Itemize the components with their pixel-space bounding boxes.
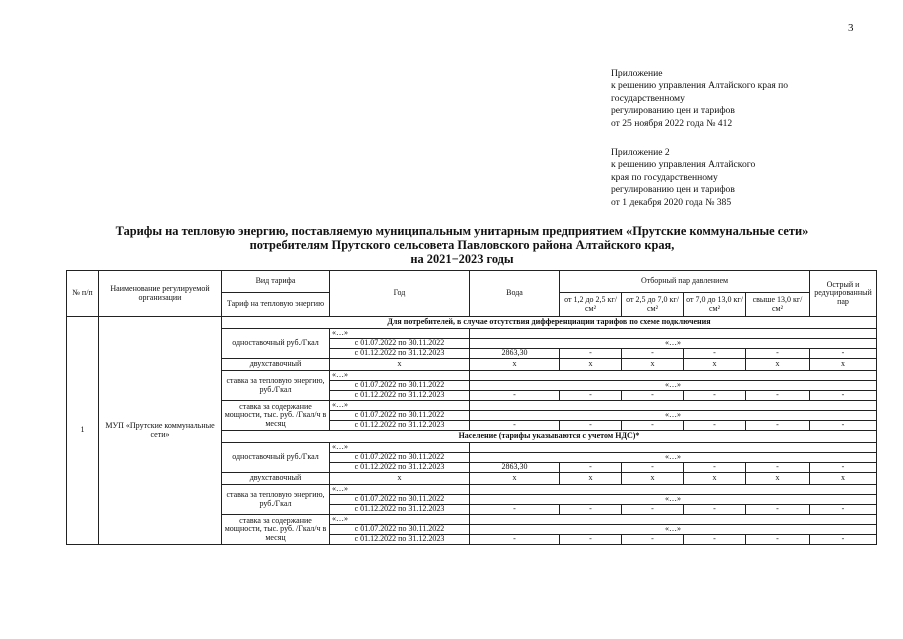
period-cell: с 01.12.2022 по 31.12.2023 [330,349,470,359]
header-water: Вода [470,271,560,317]
header-p1: от 1,2 до 2,5 кг/см² [560,293,622,317]
ellipsis-cell: «…» [330,515,470,525]
dash-cell: - [470,535,560,545]
header-steam: Отборный пар давлением [560,271,810,293]
water-value: 2863,30 [470,349,560,359]
x-cell: х [810,473,877,485]
dash-cell: - [470,391,560,401]
empty-cell [470,401,877,411]
one-rate-label: одноставочный руб./Гкал [222,329,330,359]
ellipsis-cell: «…» [470,525,877,535]
dash-cell: - [684,391,746,401]
dash-cell: - [622,421,684,431]
x-cell: х [810,359,877,371]
heat-rate-label: ставка за тепловую энергию, руб./Гкал [222,371,330,401]
ellipsis-cell: «…» [330,371,470,381]
dash-cell: - [810,463,877,473]
dash-cell: - [622,391,684,401]
period-cell: с 01.07.2022 по 30.11.2022 [330,495,470,505]
appendix-line: регулированию цен и тарифов [611,184,735,196]
period-cell: с 01.12.2022 по 31.12.2023 [330,505,470,515]
header-num: № п/п [67,271,99,317]
ellipsis-cell: «…» [330,329,470,339]
header-tariff-type: Вид тарифа [222,271,330,293]
dash-cell: - [810,391,877,401]
empty-cell [470,371,877,381]
two-rate-label: двухставочный [222,359,330,371]
x-cell: х [470,359,560,371]
appendix-line: от 25 ноября 2022 года № 412 [611,117,733,129]
ellipsis-cell: «…» [470,381,877,391]
heat-rate-label: ставка за тепловую энергию, руб./Гкал [222,485,330,515]
empty-cell [470,485,877,495]
dash-cell: - [810,535,877,545]
appendix-line: к решению управления Алтайского края по [611,80,789,92]
section-title: Для потребителей, в случае отсутствия дифференциации тарифов по схеме подключения [222,317,877,329]
x-cell: х [330,473,470,485]
appendix-line: Приложение [611,68,663,79]
organization-name: МУП «Прутские коммунальные сети» [99,317,222,545]
appendix-line: государственному [611,92,685,104]
title-line: потребителям Прутского сельсовета Павловского района Алтайского края, [249,238,675,253]
header-year: Год [330,271,470,317]
ellipsis-cell: «…» [470,339,877,349]
title-line: на 2021−2023 годы [410,252,514,267]
period-cell: с 01.07.2022 по 30.11.2022 [330,411,470,421]
capacity-rate-label: ставка за содержание мощности, тыс. руб. /Гкал/ч в месяц [222,401,330,431]
header-p4: свыше 13,0 кг/см² [746,293,810,317]
dash-cell: - [560,505,622,515]
header-p2: от 2,5 до 7,0 кг/см² [622,293,684,317]
ellipsis-cell: «…» [330,401,470,411]
title-line: Тарифы на тепловую энергию, поставляемую муниципальным унитарным предприятием «Прутские коммунальные сети» [115,224,809,238]
x-cell: х [560,359,622,371]
tariff-table [66,270,877,545]
header-tariff-heat: Тариф на тепловую энергию [222,293,330,317]
empty-cell [470,515,877,525]
dash-cell: - [470,421,560,431]
dash-cell: - [622,349,684,359]
appendix-line: Приложение 2 [611,147,670,158]
x-cell: х [746,473,810,485]
tariff-table-body [67,271,877,545]
x-cell: х [330,359,470,371]
dash-cell: - [622,505,684,515]
dash-cell: - [746,535,810,545]
dash-cell: - [560,391,622,401]
period-cell: с 01.07.2022 по 30.11.2022 [330,453,470,463]
ellipsis-cell: «…» [470,453,877,463]
period-cell: с 01.07.2022 по 30.11.2022 [330,381,470,391]
dash-cell: - [470,505,560,515]
period-cell: с 01.12.2022 по 31.12.2023 [330,391,470,401]
header-reduced: Острый и редуцированный пар [810,271,877,317]
x-cell: х [746,359,810,371]
dash-cell: - [622,463,684,473]
dash-cell: - [810,349,877,359]
dash-cell: - [560,463,622,473]
appendix-2-note [611,147,755,209]
row-number: 1 [67,317,99,545]
dash-cell: - [684,505,746,515]
appendix-note [611,68,788,130]
page-number: 3 [848,22,854,34]
dash-cell: - [560,535,622,545]
dash-cell: - [746,349,810,359]
x-cell: х [470,473,560,485]
dash-cell: - [746,505,810,515]
x-cell: х [622,359,684,371]
dash-cell: - [622,535,684,545]
period-cell: с 01.12.2022 по 31.12.2023 [330,535,470,545]
dash-cell: - [560,421,622,431]
header-org-name: Наименование регулируемой организации [99,271,222,317]
ellipsis-cell: «…» [330,485,470,495]
ellipsis-cell: «…» [470,495,877,505]
dash-cell: - [684,535,746,545]
capacity-rate-label: ставка за содержание мощности, тыс. руб. /Гкал/ч в месяц [222,515,330,545]
two-rate-label: двухставочный [222,473,330,485]
dash-cell: - [684,421,746,431]
dash-cell: - [684,463,746,473]
period-cell: с 01.07.2022 по 30.11.2022 [330,339,470,349]
dash-cell: - [746,463,810,473]
dash-cell: - [560,349,622,359]
dash-cell: - [810,421,877,431]
water-value: 2863,30 [470,463,560,473]
table-row [67,317,877,329]
period-cell: с 01.12.2022 по 31.12.2023 [330,463,470,473]
one-rate-label: одноставочный руб./Гкал [222,443,330,473]
dash-cell: - [746,391,810,401]
period-cell: с 01.07.2022 по 30.11.2022 [330,525,470,535]
ellipsis-cell: «…» [470,411,877,421]
dash-cell: - [746,421,810,431]
table-row [67,271,877,293]
x-cell: х [622,473,684,485]
section-title: Население (тарифы указываются с учетом НДС)* [222,431,877,443]
header-p3: от 7,0 до 13,0 кг/см² [684,293,746,317]
ellipsis-cell: «…» [330,443,470,453]
x-cell: х [684,359,746,371]
empty-cell [470,443,877,453]
dash-cell: - [810,505,877,515]
period-cell: с 01.12.2022 по 31.12.2023 [330,421,470,431]
x-cell: х [560,473,622,485]
empty-cell [470,329,877,339]
appendix-line: от 1 декабря 2020 года № 385 [611,196,732,208]
appendix-line: регулированию цен и тарифов [611,105,735,117]
appendix-line: к решению управления Алтайского [611,159,756,171]
document-title [60,224,864,267]
appendix-line: края по государственному [611,171,718,183]
dash-cell: - [684,349,746,359]
x-cell: х [684,473,746,485]
